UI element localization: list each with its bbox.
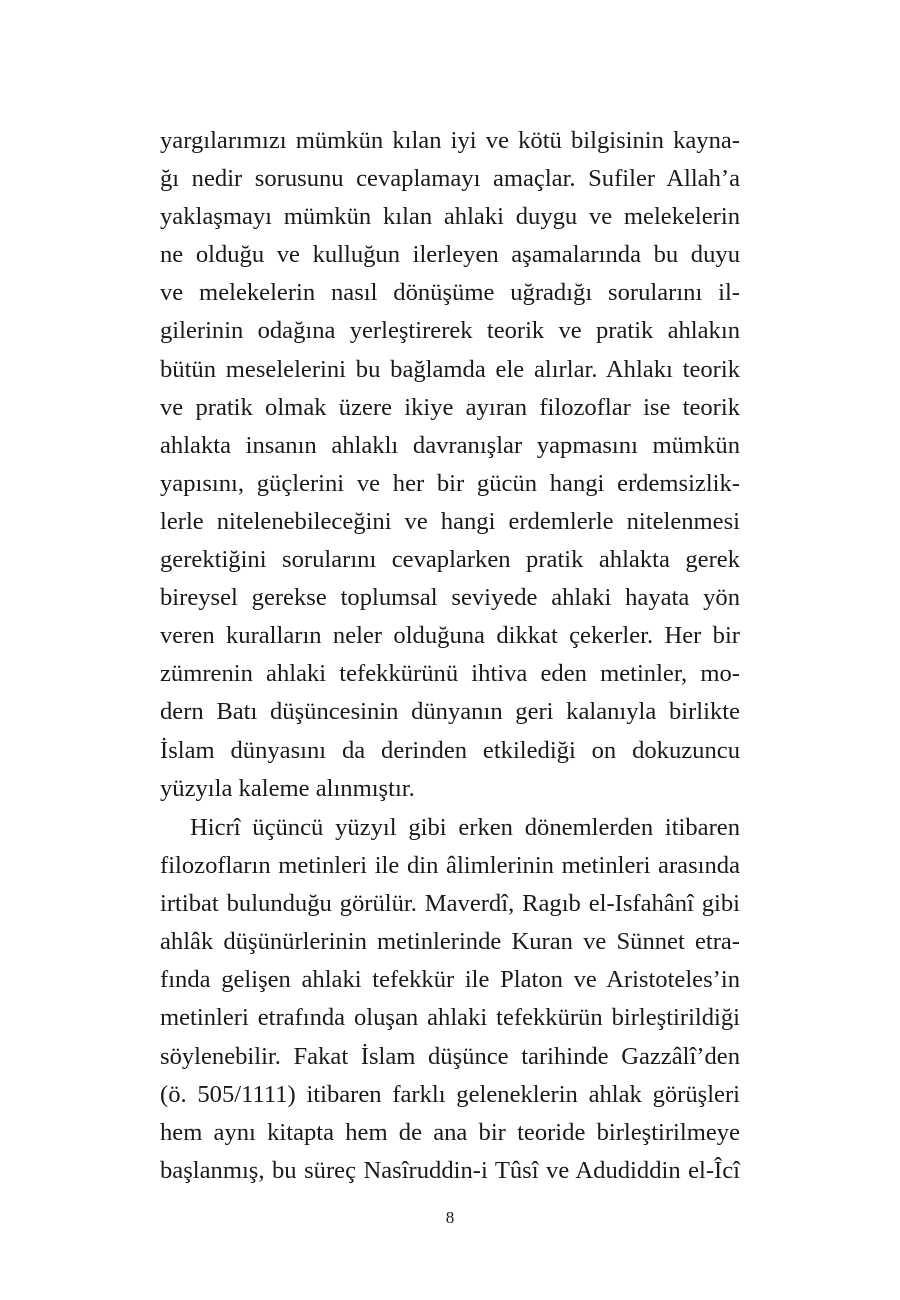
paragraph-line: yüzyıla kaleme alınmıştır. <box>160 774 415 802</box>
paragraph-line: başlanmış, bu süreç Nasîruddin-i Tûsî ve Adudiddin el-Îcî <box>160 1156 740 1184</box>
paragraph-line: söylenebilir. Fakat İslam düşünce tarihinde Gazzâlî’den <box>160 1042 740 1070</box>
paragraph-line: ve pratik olmak üzere ikiye ayıran filozoflar ise teorik <box>160 393 740 421</box>
paragraph-line: gilerinin odağına yerleştirerek teorik ve pratik ahlakın <box>160 317 740 345</box>
paragraph-line: lerle nitelenebileceğini ve hangi erdemlerle nitelenmesi <box>160 507 740 535</box>
paragraph-line: bireysel gerekse toplumsal seviyede ahlaki hayata yön <box>160 584 740 612</box>
paragraph-line: yargılarımızı mümkün kılan iyi ve kötü bilgisinin kayna- <box>160 127 740 154</box>
paragraph-line: gerektiğini sorularını cevaplarken pratik ahlakta gerek <box>160 546 740 574</box>
paragraph-line: hem aynı kitapta hem de ana bir teoride birleştirilmeye <box>160 1118 740 1146</box>
paragraph-line: ğı nedir sorusunu cevaplamayı amaçlar. Sufiler Allah’a <box>160 165 740 193</box>
paragraph-line: filozofların metinleri ile din âlimlerinin metinleri arasında <box>160 852 740 880</box>
paragraph-line: veren kuralların neler olduğuna dikkat çekerler. Her bir <box>160 622 740 650</box>
paragraph-line: fında gelişen ahlaki tefekkür ile Platon ve Aristoteles’in <box>160 966 740 994</box>
paragraph-line: zümrenin ahlaki tefekkürünü ihtiva eden metinler, mo- <box>160 660 740 688</box>
paragraph-line: yaklaşmayı mümkün kılan ahlaki duygu ve melekelerin <box>160 203 740 231</box>
paragraph-line: ve melekelerin nasıl dönüşüme uğradığı sorularını il- <box>160 279 740 307</box>
paragraph-line: İslam dünyasını da derinden etkilediği on dokuzuncu <box>160 736 740 764</box>
paragraph-line: dern Batı düşüncesinin dünyanın geri kalanıyla birlikte <box>160 698 740 726</box>
paragraph-2 <box>160 809 740 1190</box>
paragraph-line: Hicrî üçüncü yüzyıl gibi erken dönemlerden itibaren <box>190 814 740 841</box>
page-number: 8 <box>445 1208 455 1227</box>
paragraph-line: bütün meselelerini bu bağlamda ele alırlar. Ahlakı teorik <box>160 355 740 383</box>
paragraph-line: (ö. 505/1111) itibaren farklı geleneklerin ahlak görüşleri <box>160 1080 740 1108</box>
paragraph-line: irtibat bulunduğu görülür. Maverdî, Ragıb el-Isfahânî gibi <box>160 890 740 918</box>
paragraph-line: ahlakta insanın ahlaklı davranışlar yapmasını mümkün <box>160 431 740 459</box>
paragraph-line: ne olduğu ve kulluğun ilerleyen aşamalarında bu duyu <box>160 241 740 269</box>
paragraph-line: metinleri etrafında oluşan ahlaki tefekkürün birleştirildiği <box>160 1004 740 1032</box>
paragraph-1 <box>160 122 740 808</box>
paragraph-line: ahlâk düşünürlerinin metinlerinde Kuran ve Sünnet etra- <box>160 928 740 956</box>
paragraph-line: yapısını, güçlerini ve her bir gücün hangi erdemsizlik- <box>160 469 740 497</box>
